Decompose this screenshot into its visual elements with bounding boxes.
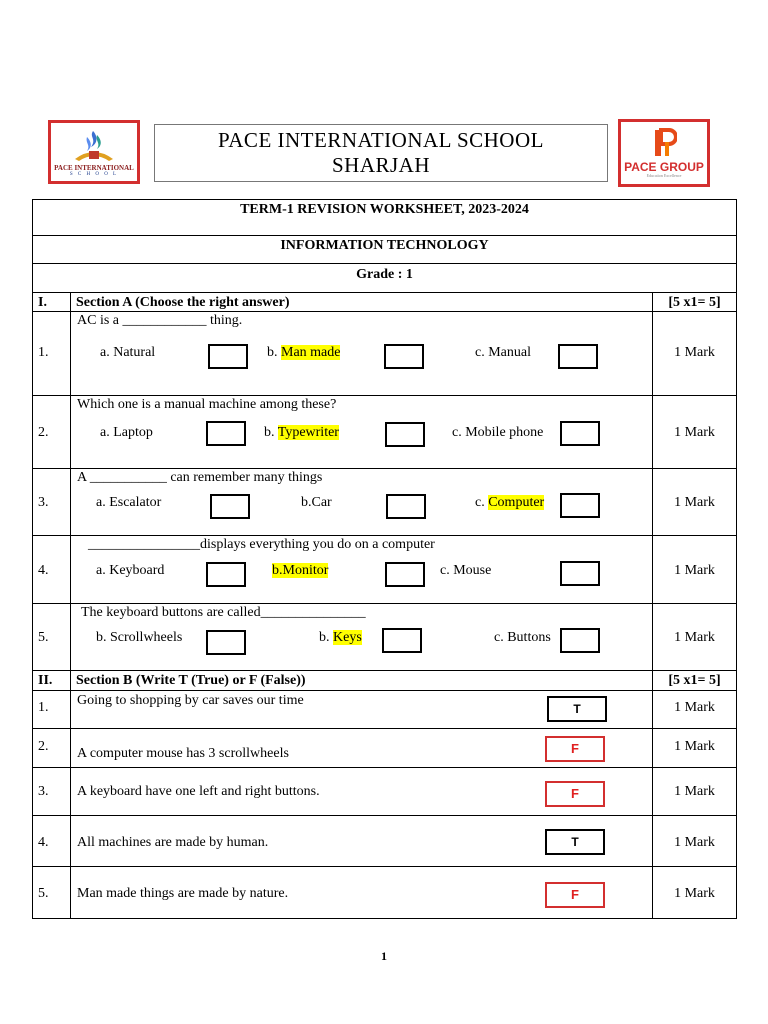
section-a-number: I. (38, 295, 47, 310)
option-c: c. Mobile phone (452, 425, 544, 440)
question-mark: 1 Mark (674, 425, 715, 440)
option-c: c. Mouse (440, 563, 492, 578)
option-b: b.Car (301, 495, 332, 510)
option-b: b. Man made (267, 345, 341, 360)
answer-box-b[interactable] (385, 562, 425, 587)
answer-box-c[interactable] (560, 493, 600, 518)
question-mark: 1 Mark (674, 345, 715, 360)
question-mark: 1 Mark (674, 739, 715, 754)
option-c: c. Buttons (494, 630, 551, 645)
worksheet-title: TERM-1 REVISION WORKSHEET, 2023-2024 (240, 202, 529, 217)
question-number: 3. (38, 784, 49, 799)
question-number: 4. (38, 563, 49, 578)
page-number: 1 (381, 949, 387, 963)
question-mark: 1 Mark (674, 563, 715, 578)
option-a: b. Scrollwheels (96, 630, 183, 645)
option-a: a. Laptop (100, 425, 153, 440)
answer-box-c[interactable] (560, 561, 600, 586)
right-logo-name: PACE GROUP (624, 160, 704, 174)
question-mark: 1 Mark (674, 886, 715, 901)
answer-box-c[interactable] (558, 344, 598, 369)
highlighted-answer: Keys (333, 630, 362, 645)
highlighted-answer: Typewriter (277, 425, 339, 440)
answer-box[interactable]: F (545, 882, 605, 908)
question-number: 5. (38, 630, 49, 645)
option-a: a. Escalator (96, 495, 162, 510)
question-text: Going to shopping by car saves our time (77, 693, 304, 708)
option-c: c. Manual (475, 345, 531, 360)
left-logo-sub: S C H O O L (69, 172, 119, 177)
option-b: b. Keys (319, 630, 362, 645)
answer-box-a[interactable] (206, 421, 246, 446)
question-text: All machines are made by human. (77, 835, 269, 850)
answer-box[interactable]: T (547, 696, 607, 722)
question-text: A computer mouse has 3 scrollwheels (77, 746, 289, 761)
answer-box-b[interactable] (386, 494, 426, 519)
question-mark: 1 Mark (674, 784, 715, 799)
school-name: PACE INTERNATIONAL SCHOOL (218, 128, 544, 152)
section-a-title: Section A (Choose the right answer) (76, 295, 290, 310)
answer-box-b[interactable] (385, 422, 425, 447)
answer-box[interactable]: T (545, 829, 605, 855)
section-b-number: II. (38, 673, 53, 688)
section-b-title: Section B (Write T (True) or F (False)) (76, 673, 306, 688)
question-number: 2. (38, 425, 49, 440)
answer-box-a[interactable] (210, 494, 250, 519)
right-logo-sub: Education Excellence (646, 173, 682, 178)
pace-international-logo (48, 120, 140, 184)
option-b: b. Typewriter (264, 425, 339, 440)
pace-group-logo (618, 119, 710, 187)
question-text: Which one is a manual machine among these? (77, 397, 337, 412)
answer-box-b[interactable] (384, 344, 424, 369)
school-title (154, 124, 608, 182)
highlighted-answer: Computer (488, 495, 545, 510)
question-number: 3. (38, 495, 49, 510)
section-b-marks: [5 x1= 5] (668, 673, 721, 688)
option-c: c. Computer (475, 495, 545, 510)
question-number: 1. (38, 345, 49, 360)
question-text: The keyboard buttons are called_______________ (81, 605, 366, 620)
left-logo-name: PACE INTERNATIONAL (54, 164, 134, 172)
option-a: a. Natural (100, 345, 156, 360)
question-number: 1. (38, 700, 49, 715)
answer-box-c[interactable] (560, 421, 600, 446)
pace-group-emblem-icon (653, 128, 677, 158)
question-mark: 1 Mark (674, 630, 715, 645)
question-text: A keyboard have one left and right buttons. (77, 784, 320, 799)
answer-box-a[interactable] (206, 630, 246, 655)
question-text: A ___________ can remember many things (77, 470, 323, 485)
question-text: AC is a ____________ thing. (77, 313, 243, 328)
answer-box[interactable]: F (545, 781, 605, 807)
section-a-marks: [5 x1= 5] (668, 295, 721, 310)
grade-label: Grade : 1 (356, 267, 413, 282)
option-b (272, 563, 328, 579)
answer-box-c[interactable] (560, 628, 600, 653)
question-mark: 1 Mark (674, 495, 715, 510)
answer-box-b[interactable] (382, 628, 422, 653)
option-a: a. Keyboard (96, 563, 165, 578)
question-mark: 1 Mark (674, 835, 715, 850)
question-number: 4. (38, 835, 49, 850)
question-number: 5. (38, 886, 49, 901)
answer-box-a[interactable] (208, 344, 248, 369)
school-city: SHARJAH (331, 153, 431, 177)
question-text: ________________displays everything you do on a computer (88, 537, 435, 552)
question-text: Man made things are made by nature. (77, 886, 289, 901)
answer-box[interactable]: F (545, 736, 605, 762)
answer-box-a[interactable] (206, 562, 246, 587)
question-number: 2. (38, 739, 49, 754)
highlighted-answer: b.Monitor (272, 563, 329, 578)
subject-title: INFORMATION TECHNOLOGY (280, 238, 489, 253)
question-mark: 1 Mark (674, 700, 715, 715)
highlighted-answer: Man made (281, 345, 341, 360)
